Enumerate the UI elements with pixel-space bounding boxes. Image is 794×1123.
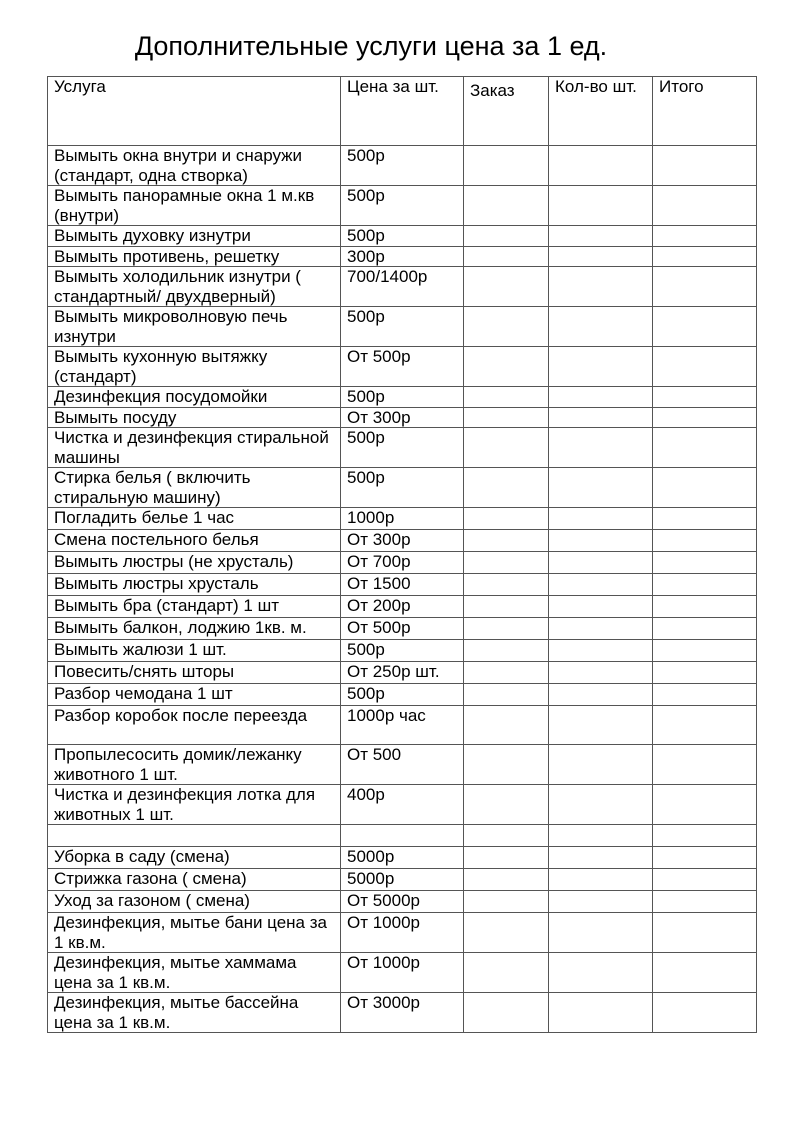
order-cell — [464, 891, 549, 913]
price-cell: 500р — [341, 428, 464, 468]
price-cell: От 300р — [341, 407, 464, 428]
table-row — [48, 508, 757, 530]
table-row — [48, 552, 757, 574]
service-cell: Разбор чемодана 1 шт — [48, 684, 341, 706]
quantity-cell — [549, 891, 653, 913]
total-cell — [653, 530, 757, 552]
table-row — [48, 267, 757, 307]
order-cell — [464, 618, 549, 640]
header-service: Услуга — [48, 77, 341, 146]
price-cell: 1000р час — [341, 706, 464, 745]
total-cell — [653, 246, 757, 267]
order-cell — [464, 706, 549, 745]
price-cell: От 300р — [341, 530, 464, 552]
total-cell — [653, 267, 757, 307]
order-cell — [464, 745, 549, 785]
price-cell: 500р — [341, 468, 464, 508]
total-cell — [653, 347, 757, 387]
table-row — [48, 574, 757, 596]
order-cell — [464, 267, 549, 307]
quantity-cell — [549, 186, 653, 226]
table-row — [48, 891, 757, 913]
quantity-cell — [549, 684, 653, 706]
order-cell — [464, 407, 549, 428]
table-row — [48, 428, 757, 468]
order-cell — [464, 226, 549, 247]
price-cell: 500р — [341, 186, 464, 226]
quantity-cell — [549, 640, 653, 662]
order-cell — [464, 847, 549, 869]
order-cell — [464, 953, 549, 993]
service-cell: Повесить/снять шторы — [48, 662, 341, 684]
quantity-cell — [549, 825, 653, 847]
service-cell: Пропылесосить домик/лежанку животного 1 шт. — [48, 745, 341, 785]
price-cell: От 500 — [341, 745, 464, 785]
total-cell — [653, 428, 757, 468]
quantity-cell — [549, 267, 653, 307]
order-cell — [464, 684, 549, 706]
order-cell — [464, 913, 549, 953]
total-cell — [653, 913, 757, 953]
table-row — [48, 618, 757, 640]
order-cell — [464, 508, 549, 530]
service-cell: Вымыть люстры хрусталь — [48, 574, 341, 596]
quantity-cell — [549, 869, 653, 891]
order-cell — [464, 246, 549, 267]
service-cell: Вымыть холодильник изнутри ( стандартный/ двухдверный) — [48, 267, 341, 307]
page-title: Дополнительные услуги цена за 1 ед. — [134, 31, 608, 61]
order-cell — [464, 825, 549, 847]
quantity-cell — [549, 574, 653, 596]
order-cell — [464, 574, 549, 596]
service-cell — [48, 825, 341, 847]
quantity-cell — [549, 428, 653, 468]
total-cell — [653, 953, 757, 993]
total-cell — [653, 706, 757, 745]
service-cell: Дезинфекция посудомойки — [48, 387, 341, 408]
table-row — [48, 825, 757, 847]
service-cell: Вымыть окна внутри и снаружи (стандарт, одна створка) — [48, 146, 341, 186]
order-cell — [464, 662, 549, 684]
table-header-row — [48, 77, 757, 146]
quantity-cell — [549, 246, 653, 267]
service-cell: Вымыть балкон, лоджию 1кв. м. — [48, 618, 341, 640]
services-table — [47, 76, 757, 1033]
table-row — [48, 347, 757, 387]
price-cell: От 5000р — [341, 891, 464, 913]
table-row — [48, 530, 757, 552]
quantity-cell — [549, 953, 653, 993]
service-cell: Смена постельного белья — [48, 530, 341, 552]
quantity-cell — [549, 530, 653, 552]
total-cell — [653, 307, 757, 347]
price-cell: От 1500 — [341, 574, 464, 596]
quantity-cell — [549, 706, 653, 745]
table-row — [48, 387, 757, 408]
service-cell: Дезинфекция, мытье хаммама цена за 1 кв.м. — [48, 953, 341, 993]
total-cell — [653, 662, 757, 684]
table-row — [48, 913, 757, 953]
price-cell: От 3000р — [341, 993, 464, 1033]
price-cell: От 500р — [341, 618, 464, 640]
order-cell — [464, 785, 549, 825]
quantity-cell — [549, 146, 653, 186]
total-cell — [653, 146, 757, 186]
order-cell — [464, 468, 549, 508]
total-cell — [653, 552, 757, 574]
price-cell: От 250р шт. — [341, 662, 464, 684]
order-cell — [464, 186, 549, 226]
service-cell: Чистка и дезинфекция лотка для животных 1 шт. — [48, 785, 341, 825]
service-cell: Дезинфекция, мытье бани цена за 1 кв.м. — [48, 913, 341, 953]
total-cell — [653, 640, 757, 662]
total-cell — [653, 407, 757, 428]
service-cell: Вымыть бра (стандарт) 1 шт — [48, 596, 341, 618]
table-row — [48, 307, 757, 347]
order-cell — [464, 530, 549, 552]
service-cell: Вымыть люстры (не хрусталь) — [48, 552, 341, 574]
table-row — [48, 468, 757, 508]
total-cell — [653, 993, 757, 1033]
total-cell — [653, 825, 757, 847]
price-cell: 500р — [341, 307, 464, 347]
service-cell: Вымыть панорамные окна 1 м.кв (внутри) — [48, 186, 341, 226]
total-cell — [653, 869, 757, 891]
quantity-cell — [549, 347, 653, 387]
table-row — [48, 246, 757, 267]
service-cell: Уход за газоном ( смена) — [48, 891, 341, 913]
order-cell — [464, 146, 549, 186]
quantity-cell — [549, 745, 653, 785]
order-cell — [464, 869, 549, 891]
table-row — [48, 953, 757, 993]
table-row — [48, 785, 757, 825]
table-row — [48, 706, 757, 745]
service-cell: Чистка и дезинфекция стиральной машины — [48, 428, 341, 468]
service-cell: Вымыть посуду — [48, 407, 341, 428]
price-cell: От 200р — [341, 596, 464, 618]
price-cell: 500р — [341, 684, 464, 706]
quantity-cell — [549, 226, 653, 247]
price-cell: 500р — [341, 640, 464, 662]
service-cell: Вымыть противень, решетку — [48, 246, 341, 267]
quantity-cell — [549, 407, 653, 428]
total-cell — [653, 785, 757, 825]
service-cell: Разбор коробок после переезда — [48, 706, 341, 745]
service-cell: Вымыть жалюзи 1 шт. — [48, 640, 341, 662]
price-cell: 500р — [341, 226, 464, 247]
table-row — [48, 847, 757, 869]
table-row — [48, 146, 757, 186]
quantity-cell — [549, 785, 653, 825]
quantity-cell — [549, 387, 653, 408]
price-cell: 5000р — [341, 847, 464, 869]
table-row — [48, 869, 757, 891]
quantity-cell — [549, 993, 653, 1033]
price-cell: От 1000р — [341, 913, 464, 953]
total-cell — [653, 508, 757, 530]
quantity-cell — [549, 596, 653, 618]
service-cell: Стрижка газона ( смена) — [48, 869, 341, 891]
quantity-cell — [549, 307, 653, 347]
price-cell — [341, 825, 464, 847]
quantity-cell — [549, 913, 653, 953]
service-cell: Погладить белье 1 час — [48, 508, 341, 530]
order-cell — [464, 307, 549, 347]
price-cell: 5000р — [341, 869, 464, 891]
total-cell — [653, 596, 757, 618]
total-cell — [653, 574, 757, 596]
service-cell: Вымыть кухонную вытяжку (стандарт) — [48, 347, 341, 387]
service-cell: Дезинфекция, мытье бассейна цена за 1 кв.м. — [48, 993, 341, 1033]
total-cell — [653, 745, 757, 785]
table-row — [48, 226, 757, 247]
price-cell: От 700р — [341, 552, 464, 574]
price-cell: 300р — [341, 246, 464, 267]
quantity-cell — [549, 552, 653, 574]
service-cell: Вымыть духовку изнутри — [48, 226, 341, 247]
header-total: Итого — [653, 77, 757, 146]
table-row — [48, 640, 757, 662]
total-cell — [653, 891, 757, 913]
header-price: Цена за шт. — [341, 77, 464, 146]
price-cell: 500р — [341, 146, 464, 186]
service-cell: Уборка в саду (смена) — [48, 847, 341, 869]
service-cell: Стирка белья ( включить стиральную машину) — [48, 468, 341, 508]
header-quantity: Кол-во шт. — [549, 77, 653, 146]
order-cell — [464, 552, 549, 574]
quantity-cell — [549, 468, 653, 508]
total-cell — [653, 387, 757, 408]
price-cell: 400р — [341, 785, 464, 825]
price-cell: 1000р — [341, 508, 464, 530]
order-cell — [464, 428, 549, 468]
header-order: Заказ — [464, 77, 549, 146]
quantity-cell — [549, 662, 653, 684]
price-cell: От 1000р — [341, 953, 464, 993]
quantity-cell — [549, 618, 653, 640]
total-cell — [653, 847, 757, 869]
quantity-cell — [549, 508, 653, 530]
table-row — [48, 596, 757, 618]
table-row — [48, 662, 757, 684]
total-cell — [653, 618, 757, 640]
total-cell — [653, 468, 757, 508]
total-cell — [653, 186, 757, 226]
quantity-cell — [549, 847, 653, 869]
order-cell — [464, 993, 549, 1033]
table-row — [48, 407, 757, 428]
total-cell — [653, 226, 757, 247]
price-cell: 500р — [341, 387, 464, 408]
price-cell: 700/1400р — [341, 267, 464, 307]
table-row — [48, 745, 757, 785]
price-cell: От 500р — [341, 347, 464, 387]
table-row — [48, 993, 757, 1033]
order-cell — [464, 347, 549, 387]
table-row — [48, 684, 757, 706]
total-cell — [653, 684, 757, 706]
order-cell — [464, 596, 549, 618]
order-cell — [464, 640, 549, 662]
order-cell — [464, 387, 549, 408]
service-cell: Вымыть микроволновую печь изнутри — [48, 307, 341, 347]
table-row — [48, 186, 757, 226]
